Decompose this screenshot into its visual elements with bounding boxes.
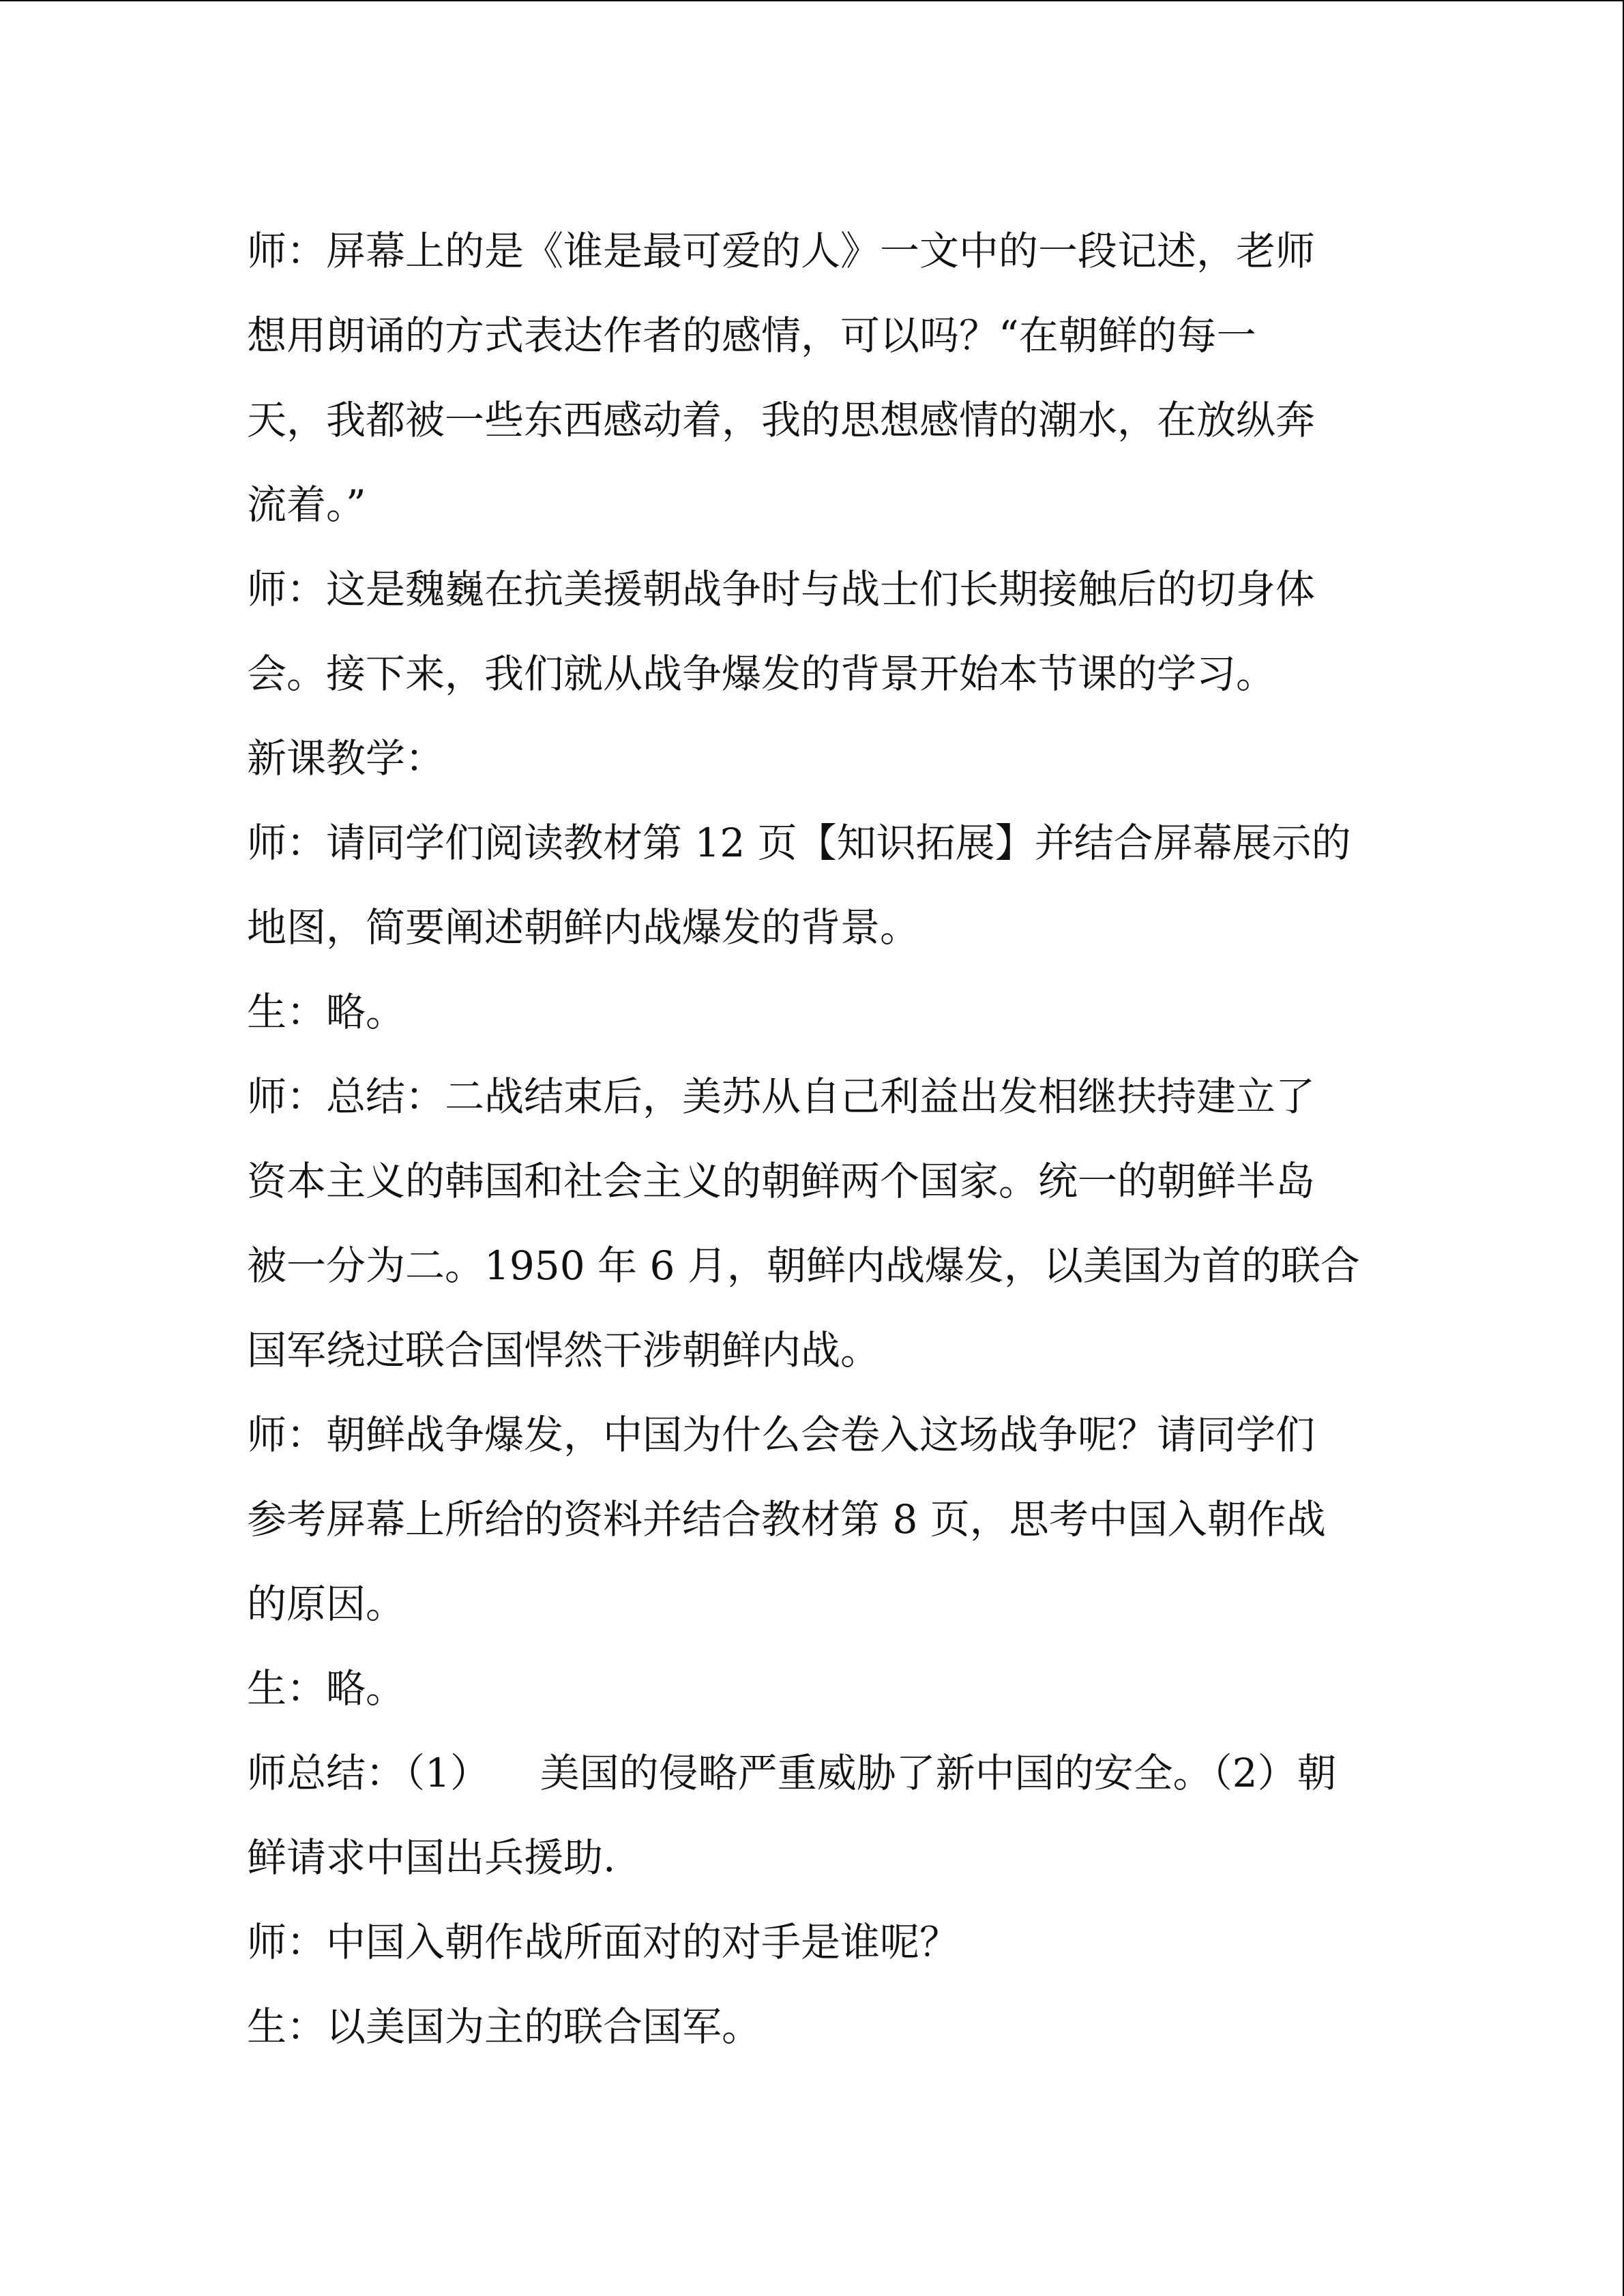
text-line: 师：屏幕上的是《谁是最可爱的人》一文中的一段记述，老师 (247, 228, 1316, 274)
text-line: 资本主义的韩国和社会主义的朝鲜两个国家。统一的朝鲜半岛 (247, 1158, 1316, 1204)
text-line: 国军绕过联合国悍然干涉朝鲜内战。 (247, 1327, 881, 1373)
text-line: 师：请同学们阅读教材第 12 页【知识拓展】并结合屏幕展示的 (247, 820, 1351, 866)
section-heading: 新课教学： (247, 735, 445, 781)
text-line: 流着。” (247, 481, 366, 528)
text-line: 生：略。 (247, 1665, 406, 1712)
text-line: 师：中国入朝作战所面对的对手是谁呢？ (247, 1919, 960, 1965)
text-line: 师：总结：二战结束后，美苏从自己利益出发相继扶持建立了 (247, 1073, 1316, 1120)
text-line: 天，我都被一些东西感动着，我的思想感情的潮水，在放纵奔 (247, 397, 1316, 443)
document-body (247, 209, 1379, 2069)
text-line: 师总结：（1） 美国的侵略严重威胁了新中国的安全。（2）朝 (247, 1750, 1337, 1796)
text-line: 鲜请求中国出兵援助. (247, 1834, 616, 1881)
text-line: 生：以美国为主的联合国军。 (247, 2003, 762, 2050)
text-line: 想用朗诵的方式表达作者的感情，可以吗？“在朝鲜的每一 (247, 312, 1256, 359)
text-line: 被一分为二。1950 年 6 月，朝鲜内战爆发，以美国为首的联合 (247, 1242, 1360, 1289)
text-line: 师：朝鲜战争爆发，中国为什么会卷入这场战争呢？请同学们 (247, 1412, 1316, 1458)
text-line: 生：略。 (247, 989, 406, 1035)
text-line: 师：这是魏巍在抗美援朝战争时与战士们长期接触后的切身体 (247, 566, 1316, 612)
text-line: 的原因。 (247, 1581, 406, 1627)
text-line: 地图，简要阐述朝鲜内战爆发的背景。 (247, 904, 920, 951)
text-line: 会。接下来，我们就从战争爆发的背景开始本节课的学习。 (247, 651, 1276, 697)
text-line: 参考屏幕上所给的资料并结合教材第 8 页，思考中国入朝作战 (247, 1496, 1326, 1542)
